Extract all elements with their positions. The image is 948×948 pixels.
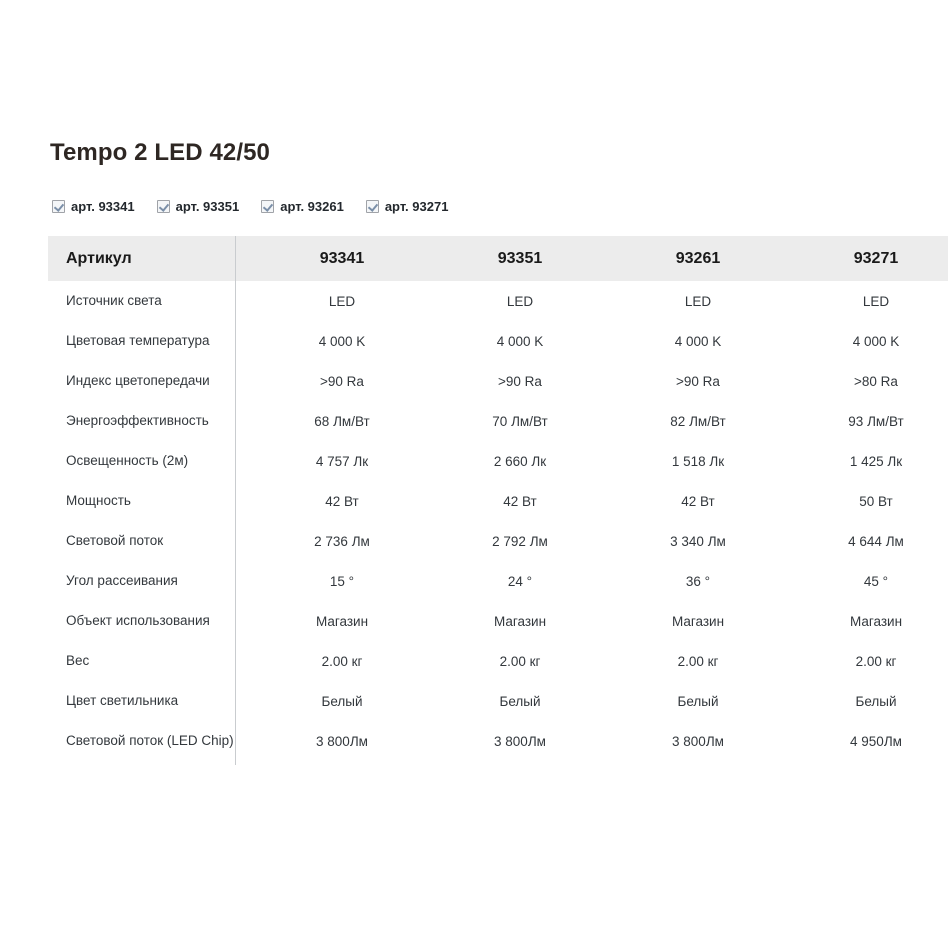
spec-value-cell: 4 950Лм [787, 721, 948, 761]
spec-value-cell: 2.00 кг [431, 641, 609, 681]
spec-value-cell: 4 757 Лк [253, 441, 431, 481]
spec-value-cell: 4 644 Лм [787, 521, 948, 561]
table-header [48, 236, 948, 281]
spec-value-cell: 42 Вт [253, 481, 431, 521]
spec-value-cell: 2.00 кг [253, 641, 431, 681]
page-title: Tempo 2 LED 42/50 [50, 139, 270, 166]
spec-parameter-label: Источник света [48, 281, 253, 321]
spec-value-cell: 2.00 кг [609, 641, 787, 681]
table-row [48, 321, 948, 361]
spec-value-cell: 36 ° [609, 561, 787, 601]
spec-value-cell: >90 Ra [253, 361, 431, 401]
table-row [48, 521, 948, 561]
spec-value-cell: Белый [431, 681, 609, 721]
spec-parameter-label: Освещенность (2м) [48, 441, 253, 481]
spec-value-cell: 45 ° [787, 561, 948, 601]
spec-value-cell: 1 518 Лк [609, 441, 787, 481]
spec-value-cell: Магазин [431, 601, 609, 641]
variant-label: арт. 93261 [280, 199, 344, 214]
variant-label: арт. 93351 [175, 199, 240, 214]
spec-value-cell: 68 Лм/Вт [253, 401, 431, 441]
table-row [48, 561, 948, 601]
spec-value-cell: 70 Лм/Вт [431, 401, 609, 441]
spec-value-cell: 24 ° [431, 561, 609, 601]
table-row [48, 681, 948, 721]
spec-parameter-label: Мощность [48, 481, 253, 521]
column-header-article: 93261 [609, 236, 787, 281]
spec-value-cell: 2 660 Лк [431, 441, 609, 481]
spec-value-cell: 2.00 кг [787, 641, 948, 681]
table-body [48, 281, 948, 761]
spec-value-cell: 1 425 Лк [787, 441, 948, 481]
table-row [48, 481, 948, 521]
spec-value-cell: >90 Ra [609, 361, 787, 401]
table-header-row [48, 236, 948, 281]
spec-value-cell: LED [787, 281, 948, 321]
spec-value-cell: LED [609, 281, 787, 321]
variant-label: арт. 93271 [384, 199, 449, 214]
spec-value-cell: Магазин [253, 601, 431, 641]
spec-value-cell: 3 800Лм [609, 721, 787, 761]
table-row [48, 641, 948, 681]
column-header-parameter: Артикул [48, 236, 253, 281]
table-row [48, 721, 948, 761]
checkbox-checked-icon[interactable] [261, 200, 274, 213]
spec-parameter-label: Объект использования [48, 601, 253, 641]
table-vertical-divider [235, 236, 236, 765]
spec-value-cell: 3 800Лм [253, 721, 431, 761]
variant-item[interactable] [366, 199, 449, 214]
spec-value-cell: Магазин [787, 601, 948, 641]
variant-item[interactable] [157, 199, 240, 214]
spec-value-cell: 3 800Лм [431, 721, 609, 761]
checkbox-checked-icon[interactable] [157, 200, 170, 213]
column-header-article: 93351 [431, 236, 609, 281]
spec-value-cell: 15 ° [253, 561, 431, 601]
spec-value-cell: Белый [253, 681, 431, 721]
spec-parameter-label: Световой поток (LED Chip) [48, 721, 253, 761]
spec-value-cell: 4 000 K [431, 321, 609, 361]
spec-value-cell: 4 000 K [787, 321, 948, 361]
checkbox-checked-icon[interactable] [52, 200, 65, 213]
spec-value-cell: 2 792 Лм [431, 521, 609, 561]
spec-parameter-label: Энергоэффективность [48, 401, 253, 441]
column-header-article: 93341 [253, 236, 431, 281]
spec-parameter-label: Индекс цветопередачи [48, 361, 253, 401]
column-header-article: 93271 [787, 236, 948, 281]
checkbox-checked-icon[interactable] [366, 200, 379, 213]
spec-value-cell: 93 Лм/Вт [787, 401, 948, 441]
spec-value-cell: 82 Лм/Вт [609, 401, 787, 441]
spec-value-cell: Белый [609, 681, 787, 721]
table-row [48, 401, 948, 441]
variant-filter-strip [52, 199, 448, 214]
spec-value-cell: 4 000 K [609, 321, 787, 361]
spec-value-cell: 2 736 Лм [253, 521, 431, 561]
spec-value-cell: 42 Вт [431, 481, 609, 521]
spec-parameter-label: Вес [48, 641, 253, 681]
spec-value-cell: Магазин [609, 601, 787, 641]
spec-parameter-label: Цветовая температура [48, 321, 253, 361]
variant-item[interactable] [261, 199, 344, 214]
table-row [48, 441, 948, 481]
spec-parameter-label: Цвет светильника [48, 681, 253, 721]
spec-value-cell: 4 000 K [253, 321, 431, 361]
spec-value-cell: >90 Ra [431, 361, 609, 401]
table-row [48, 361, 948, 401]
variant-item[interactable] [52, 199, 135, 214]
spec-parameter-label: Угол рассеивания [48, 561, 253, 601]
table-row [48, 281, 948, 321]
spec-value-cell: 42 Вт [609, 481, 787, 521]
spec-value-cell: 50 Вт [787, 481, 948, 521]
spec-value-cell: >80 Ra [787, 361, 948, 401]
spec-value-cell: Белый [787, 681, 948, 721]
spec-value-cell: LED [431, 281, 609, 321]
spec-parameter-label: Световой поток [48, 521, 253, 561]
table-row [48, 601, 948, 641]
specification-table [48, 236, 948, 761]
spec-value-cell: 3 340 Лм [609, 521, 787, 561]
spec-value-cell: LED [253, 281, 431, 321]
variant-label: арт. 93341 [71, 199, 135, 214]
